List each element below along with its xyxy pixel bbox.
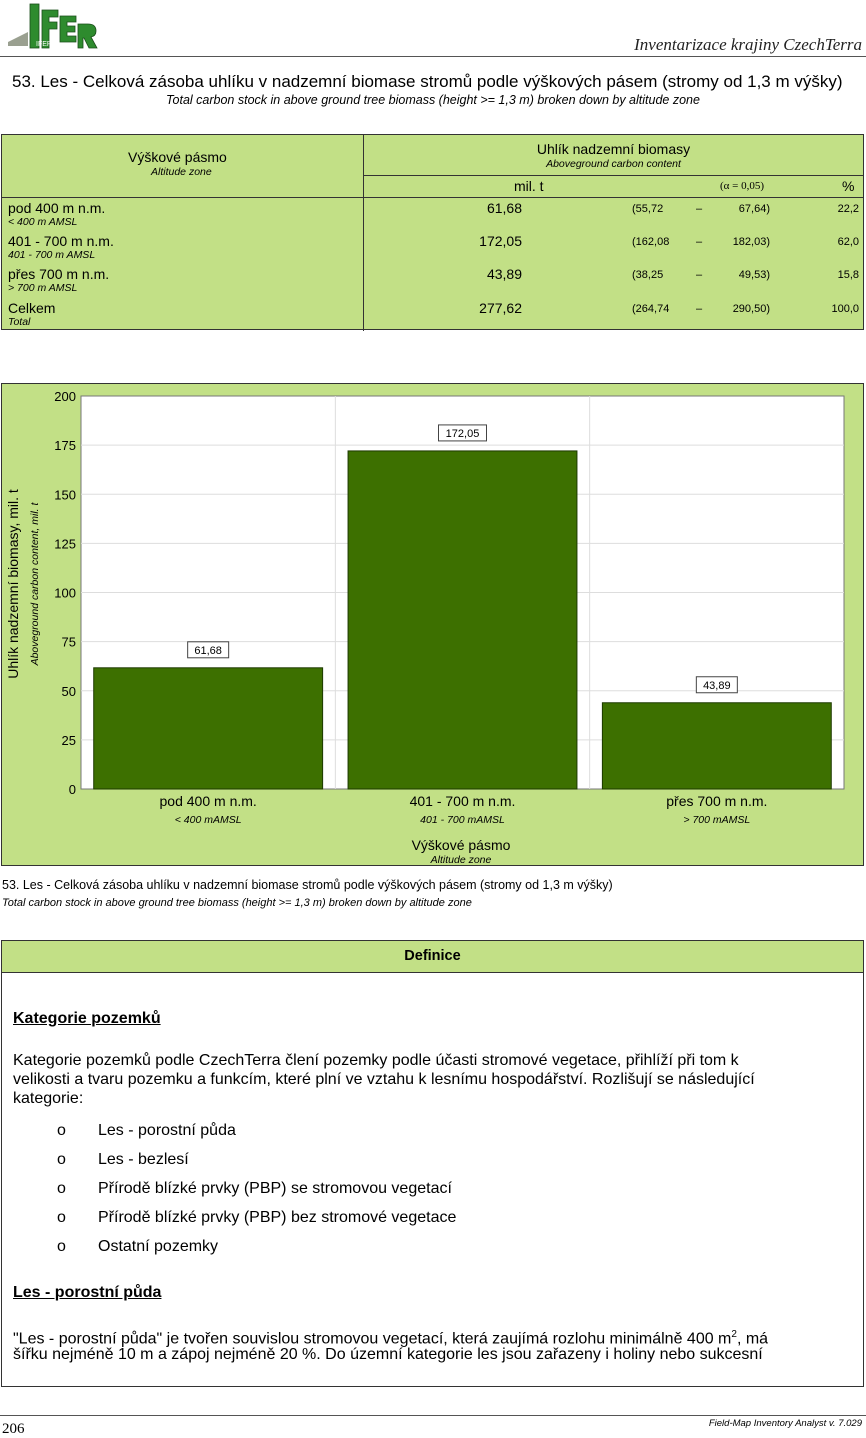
y-axis-sublabel: Aboveground carbon content, mil. t — [29, 502, 41, 666]
row-ci-high: 49,53) — [738, 269, 770, 281]
row-ci-high: 290,50) — [732, 303, 770, 315]
row-label: Celkem — [8, 300, 56, 316]
row-sub: 401 - 700 m AMSL — [8, 249, 96, 261]
results-table — [1, 134, 864, 330]
col2-sub: Aboveground carbon content — [546, 158, 681, 170]
row-value: 172,05 — [479, 233, 522, 249]
row-ci-high: 67,64) — [738, 203, 770, 215]
row-value: 43,89 — [486, 266, 522, 282]
row-ci-low: (38,25 — [632, 269, 664, 281]
row-ci-low: (264,74 — [632, 303, 670, 315]
row-label: přes 700 m n.m. — [8, 266, 110, 282]
y-tick-label: 125 — [54, 536, 76, 552]
row-pct: 15,8 — [837, 269, 859, 281]
x-tick-sublabel: 401 - 700 mAMSL — [420, 814, 505, 826]
bullet-icon: o — [57, 1209, 66, 1226]
row-sub: > 700 m AMSL — [8, 282, 78, 294]
bar — [94, 668, 323, 789]
x-axis-sublabel: Altitude zone — [430, 854, 492, 865]
bullet-icon: o — [57, 1151, 66, 1168]
unit-label: mil. t — [514, 178, 544, 194]
row-pct: 62,0 — [837, 236, 859, 248]
row-sub: Total — [8, 316, 31, 328]
y-axis-label: Uhlík nadzemní biomasy, mil. t — [5, 489, 21, 679]
col1-sub: Altitude zone — [151, 166, 212, 178]
y-tick-label: 50 — [61, 683, 76, 699]
row-sub: < 400 m AMSL — [8, 216, 78, 228]
pct-label: % — [842, 178, 855, 194]
definition-text: "Les - porostní půda" je tvořen souvislou stromovou vegetací, která zaujímá rozlohu minimálně 400 $m^2$, má — [13, 1329, 769, 1348]
software-version: Field-Map Inventory Analyst v. 7.029 — [708, 1418, 862, 1429]
table-title-en: Total carbon stock in above ground tree biomass (height >= 1,3 m) broken down by altitude zone — [166, 93, 700, 107]
definition-heading: Kategorie pozemků — [13, 1010, 161, 1027]
bar-chart — [2, 384, 863, 865]
data-label: 172,05 — [445, 427, 480, 440]
col2-header: Uhlík nadzemní biomasy — [536, 141, 691, 157]
row-ci-low: (162,08 — [632, 236, 670, 248]
definitions-header: Definice — [2, 941, 863, 973]
list-item-text: Přírodě blízké prvky (PBP) se stromovou vegetací — [98, 1180, 452, 1197]
x-tick-label: pod 400 m n.m. — [159, 793, 257, 809]
y-tick-label: 25 — [61, 732, 76, 748]
data-label: 43,89 — [703, 679, 731, 692]
row-ci-dash: – — [696, 203, 703, 215]
row-pct: 100,0 — [831, 303, 859, 315]
list-item-text: Ostatní pozemky — [98, 1238, 219, 1255]
data-label: 61,68 — [194, 644, 222, 657]
row-label: pod 400 m n.m. — [8, 200, 106, 216]
header-title: Inventarizace krajiny CzechTerra — [634, 35, 862, 54]
col1-header: Výškové pásmo — [128, 149, 227, 165]
chart-caption-cz: 53. Les - Celková zásoba uhlíku v nadzemní biomase stromů podle výškových pásem (stromy od 1,3 m výšky) — [2, 878, 613, 892]
row-ci-dash: – — [696, 236, 703, 248]
body-rule — [2, 197, 863, 198]
row-ci-high: 182,03) — [732, 236, 770, 248]
y-tick-label: 0 — [68, 782, 76, 797]
list-item-text: Les - porostní půda — [98, 1122, 236, 1139]
table-title-cz: 53. Les - Celková zásoba uhlíku v nadzemní biomase stromů podle výškových pásem (stromy od 1,3 m výšky) — [12, 72, 843, 91]
row-value: 61,68 — [486, 200, 522, 216]
row-label: 401 - 700 m n.m. — [8, 233, 114, 249]
y-tick-label: 75 — [61, 634, 76, 650]
list-item-text: Les - bezlesí — [98, 1151, 189, 1168]
y-tick-label: 175 — [54, 438, 76, 454]
ifer-logo — [6, 2, 98, 52]
x-tick-label: 401 - 700 m n.m. — [409, 793, 516, 809]
row-pct: 22,2 — [837, 203, 859, 215]
row-ci-dash: – — [696, 303, 703, 315]
footer-divider — [0, 1415, 866, 1416]
bullet-icon: o — [57, 1180, 66, 1197]
logo-text: IFER — [36, 41, 52, 48]
chart-panel — [1, 383, 864, 866]
row-ci-dash: – — [696, 269, 703, 281]
x-tick-label: přes 700 m n.m. — [666, 793, 768, 809]
definition-text: kategorie: — [13, 1090, 84, 1107]
page-number: 206 — [2, 1421, 25, 1437]
row-value: 277,62 — [479, 300, 522, 316]
bar — [602, 703, 831, 789]
definitions-box — [1, 940, 864, 1387]
row-ci-low: (55,72 — [632, 203, 664, 215]
x-axis-label: Výškové pásmo — [411, 837, 511, 853]
definition-text: velikosti a tvaru pozemku a funkcím, které plní ve vztahu k lesnímu hospodářství. Rozlišují se následující — [13, 1071, 755, 1088]
y-tick-label: 200 — [54, 389, 76, 404]
x-tick-sublabel: < 400 mAMSL — [174, 814, 242, 826]
alpha-label: (α = 0,05) — [720, 180, 765, 192]
chart-caption-en: Total carbon stock in above ground tree biomass (height >= 1,3 m) broken down by altitude zone — [2, 897, 472, 909]
x-tick-sublabel: > 700 mAMSL — [683, 814, 751, 826]
header-divider — [0, 56, 866, 57]
bar — [348, 451, 577, 789]
definition-heading: Les - porostní půda — [13, 1284, 162, 1301]
bullet-icon: o — [57, 1238, 66, 1255]
y-tick-label: 100 — [54, 585, 76, 601]
bullet-icon: o — [57, 1122, 66, 1139]
list-item-text: Přírodě blízké prvky (PBP) bez stromové vegetace — [98, 1209, 457, 1226]
y-tick-label: 150 — [54, 487, 76, 503]
definition-text: šířku nejméně 10 m a zápoj nejméně 20 %. Do územní kategorie les jsou zařazeny i holiny nebo sukcesní — [13, 1346, 763, 1363]
header-rule — [363, 175, 863, 176]
definition-text: Kategorie pozemků podle CzechTerra člení pozemky podle účasti stromové vegetace, přihlíží při tom k — [13, 1052, 739, 1069]
